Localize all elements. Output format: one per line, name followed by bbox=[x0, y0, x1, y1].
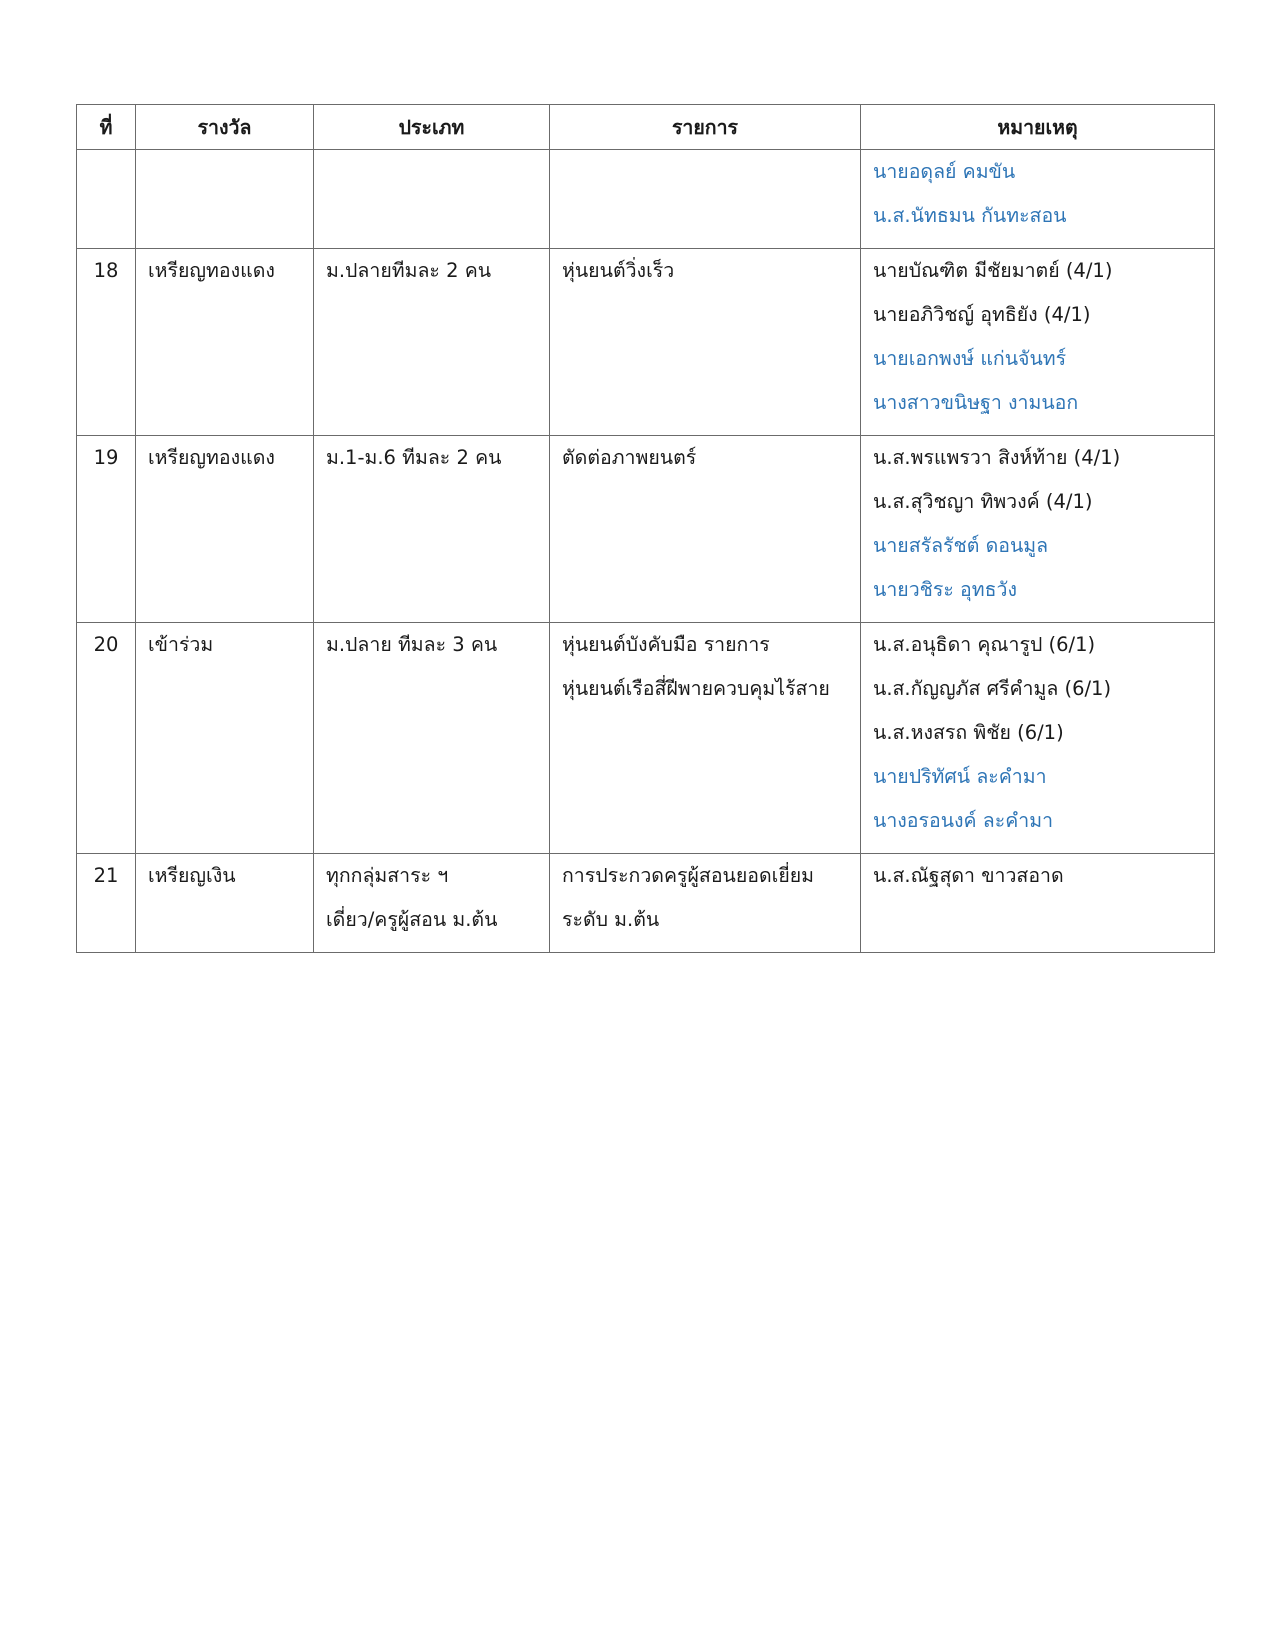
cell-award bbox=[136, 623, 314, 854]
cell-no bbox=[77, 436, 136, 623]
table-row bbox=[77, 436, 1215, 623]
table-row bbox=[77, 623, 1215, 854]
cell-no bbox=[77, 150, 136, 249]
cell-notes bbox=[861, 150, 1215, 249]
cell-notes bbox=[861, 249, 1215, 436]
header-notes: หมายเหตุ bbox=[861, 105, 1215, 150]
table-header bbox=[77, 105, 1215, 150]
note-name: น.ส.กัญญภัส ศรีคำมูล (6/1) bbox=[873, 677, 1112, 700]
note-name: น.ส.สุวิชญา ทิพวงค์ (4/1) bbox=[873, 490, 1093, 513]
cell-event bbox=[550, 854, 861, 953]
header-award: รางวัล bbox=[136, 105, 314, 150]
cell-event bbox=[550, 249, 861, 436]
cell-category bbox=[314, 854, 550, 953]
row-number: 20 bbox=[93, 633, 119, 656]
note-name: นายเอกพงษ์ แก่นจันทร์ bbox=[873, 347, 1067, 370]
event-text: หุ่นยนต์บังคับมือ รายการ bbox=[562, 633, 770, 656]
row-number: 18 bbox=[93, 259, 119, 282]
cell-award bbox=[136, 249, 314, 436]
event-text: การประกวดครูผู้สอนยอดเยี่ยม bbox=[562, 864, 815, 887]
cell-category bbox=[314, 249, 550, 436]
cell-award bbox=[136, 436, 314, 623]
event-text: ระดับ ม.ต้น bbox=[562, 908, 660, 931]
cell-category bbox=[314, 436, 550, 623]
category-text: เดี่ยว/ครูผู้สอน ม.ต้น bbox=[326, 908, 498, 931]
category-text: ทุกกลุ่มสาระ ฯ bbox=[326, 864, 449, 887]
header-row bbox=[77, 105, 1215, 150]
note-name: นางอรอนงค์ ละคำมา bbox=[873, 809, 1054, 832]
header-event: รายการ bbox=[550, 105, 861, 150]
awards-table bbox=[76, 104, 1215, 953]
table-row bbox=[77, 854, 1215, 953]
cell-notes bbox=[861, 436, 1215, 623]
cell-event bbox=[550, 436, 861, 623]
note-name: นายวชิระ อุทธวัง bbox=[873, 578, 1017, 601]
note-name: นางสาวขนิษฐา งามนอก bbox=[873, 391, 1079, 414]
cell-no bbox=[77, 623, 136, 854]
cell-event bbox=[550, 623, 861, 854]
table-row bbox=[77, 249, 1215, 436]
cell-category bbox=[314, 623, 550, 854]
row-number: 19 bbox=[93, 446, 119, 469]
note-name: นายปริทัศน์ ละคำมา bbox=[873, 765, 1047, 788]
category-text: ม.1-ม.6 ทีมละ 2 คน bbox=[326, 446, 502, 469]
note-name: น.ส.หงสรถ พิชัย (6/1) bbox=[873, 721, 1064, 744]
row-number bbox=[89, 156, 123, 200]
note-name: น.ส.นัทธมน กันทะสอน bbox=[873, 204, 1067, 227]
award-text: เข้าร่วม bbox=[148, 633, 214, 656]
header-no: ที่ bbox=[77, 105, 136, 150]
category-text: ม.ปลายทีมละ 2 คน bbox=[326, 259, 492, 282]
note-name: นายสรัลรัชต์ ดอนมูล bbox=[873, 534, 1049, 557]
award-text: เหรียญทองแดง bbox=[148, 259, 275, 282]
event-text: หุ่นยนต์วิ่งเร็ว bbox=[562, 259, 675, 282]
table-row bbox=[77, 150, 1215, 249]
event-text: ตัดต่อภาพยนตร์ bbox=[562, 446, 697, 469]
cell-category bbox=[314, 150, 550, 249]
note-name: นายอดุลย์ คมขัน bbox=[873, 160, 1016, 183]
note-name: น.ส.อนุธิดา คุณารูป (6/1) bbox=[873, 633, 1096, 656]
cell-notes bbox=[861, 623, 1215, 854]
table-body bbox=[77, 150, 1215, 953]
cell-award bbox=[136, 150, 314, 249]
award-text: เหรียญทองแดง bbox=[148, 446, 275, 469]
cell-notes bbox=[861, 854, 1215, 953]
cell-event bbox=[550, 150, 861, 249]
category-text: ม.ปลาย ทีมละ 3 คน bbox=[326, 633, 498, 656]
note-name: นายอภิวิชญ์ อุทธิยัง (4/1) bbox=[873, 303, 1091, 326]
row-number: 21 bbox=[93, 864, 119, 887]
header-category: ประเภท bbox=[314, 105, 550, 150]
cell-award bbox=[136, 854, 314, 953]
event-text: หุ่นยนต์เรือสี่ฝีพายควบคุมไร้สาย bbox=[562, 677, 830, 700]
cell-no bbox=[77, 249, 136, 436]
note-name: นายบัณฑิต มีชัยมาตย์ (4/1) bbox=[873, 259, 1113, 282]
note-name: น.ส.ณัฐสุดา ขาวสอาด bbox=[873, 864, 1064, 887]
cell-no bbox=[77, 854, 136, 953]
award-text: เหรียญเงิน bbox=[148, 864, 236, 887]
note-name: น.ส.พรแพรวา สิงห์ท้าย (4/1) bbox=[873, 446, 1121, 469]
